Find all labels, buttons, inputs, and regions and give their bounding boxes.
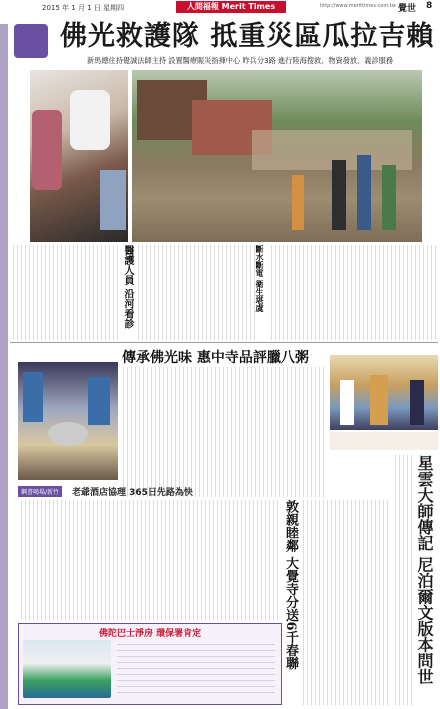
left-color-strip [0,0,8,709]
photo-porridge [18,362,118,480]
page-number: 8 [426,1,433,11]
divider [10,342,438,343]
body-text-block-2 [135,245,255,340]
photo-nepal-book [330,355,438,430]
story5-title: 星雲大師傳記 尼泊爾文版本問世 [415,455,434,685]
photo-medical-team [30,70,128,242]
story4-title: 老爺酒店協理 365日先路為快 [72,488,193,498]
site-url: http://www.merittimes.com.tw [320,3,396,9]
story5-body [392,455,412,705]
body-text-block-3 [268,245,438,340]
story2-title: 傳承佛光味 惠中寺品評臘八粥 [122,350,309,366]
section-emblem-icon [14,24,48,58]
ad-bus-image [23,640,111,698]
story2-body [120,367,325,497]
body-text-block-1 [10,245,120,340]
right-caption-column [423,70,439,242]
ad-title: 佛陀巴士淨房 環保署肯定 [99,629,202,639]
story4-body [18,500,278,620]
sub-headline: 新馬總住持覺誠法師主持 設置醫療賑災指揮中心 昨兵分3路 進行陸海搜救、物資發放、義診服務 [86,56,394,65]
main-headline: 佛光救護隊 抵重災區瓜拉吉賴 [60,21,435,52]
ad-body [117,640,275,698]
photo-caption-3 [330,432,438,450]
caption-doctors: 醫護人員 沿河看診 [122,245,133,329]
side-text-column [10,70,30,240]
story4-label: 鋼書喝場/新竹 [18,486,62,497]
issue-date: 2015 年 1 月 1 日 星期四 [42,4,125,12]
story3-title: 敦親睦鄰 大覺寺分送6千春聯 [283,500,298,670]
masthead-logo: 人間福報 Merit Times [176,1,286,13]
photo-flood-village [132,70,422,242]
ad-box [18,623,282,705]
caption-power: 斷水斷電 衛生堪虞 [255,245,265,312]
story3-body [300,500,390,705]
section-name: 覺世 [398,4,417,14]
